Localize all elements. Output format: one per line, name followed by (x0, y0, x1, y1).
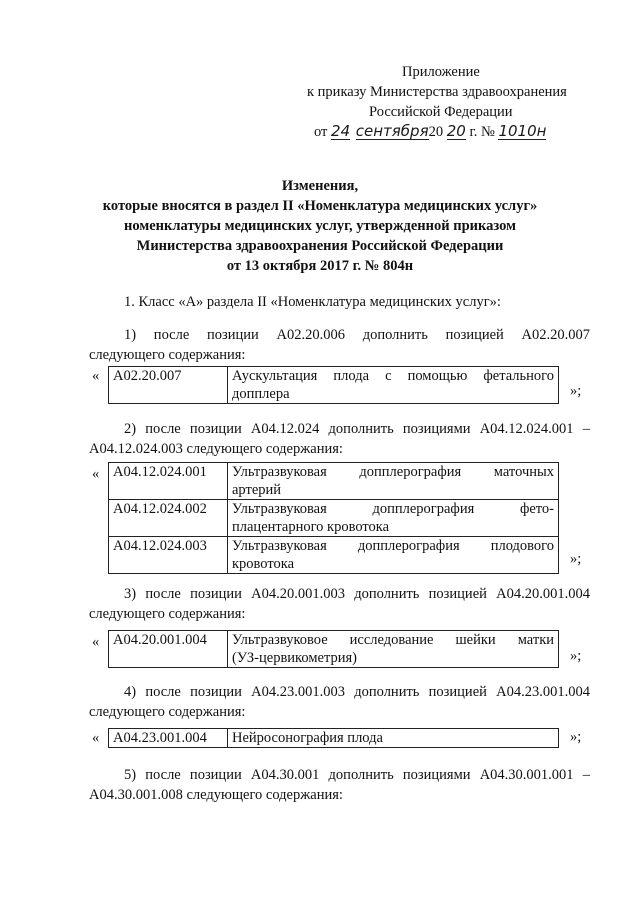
intro-paragraph: 1. Класс «А» раздела II «Номенклатура медицинских услуг»: (124, 294, 501, 310)
heading-line-3: номенклатуры медицинских услуг, утвержденной приказом (124, 218, 516, 234)
date-day: 24 (331, 122, 351, 140)
item-1-line-2: следующего содержания: (89, 347, 246, 363)
service-description-line: Ультразвуковая допплерография плодового (232, 538, 554, 554)
date-month: сентября (355, 122, 429, 140)
item-3-line-1: 3) после позиции А04.20.001.003 дополнить позицией А04.20.001.004 (124, 586, 590, 602)
appendix-date-line (314, 122, 546, 142)
item-4-close-quote: »; (570, 729, 582, 745)
service-code: А02.20.007 (109, 367, 228, 404)
service-code: А04.12.024.001 (109, 463, 228, 500)
service-code: А04.12.024.002 (109, 500, 228, 537)
table-row (109, 500, 559, 537)
service-description-line: Ультразвуковое исследование шейки матки (232, 632, 554, 648)
service-description-line: Ультразвуковая допплерография фето- (232, 501, 554, 517)
service-code: А04.12.024.003 (109, 537, 228, 574)
item-2-line-2: А04.12.024.003 следующего содержания: (89, 441, 343, 457)
service-code: А04.20.001.004 (109, 631, 228, 668)
order-number: 1010н (498, 122, 547, 140)
item-1-open-quote: « (92, 368, 100, 384)
service-description (228, 631, 559, 668)
service-description-line: Аускультация плода с помощью фетального (232, 368, 554, 384)
service-description-line: Ультразвуковая допплерография маточных (232, 464, 554, 480)
service-description (228, 367, 559, 404)
service-description-line: (УЗ-цервикометрия) (232, 650, 357, 666)
service-description (228, 500, 559, 537)
item-3-table (108, 630, 559, 668)
heading-line-5: от 13 октября 2017 г. № 804н (226, 258, 414, 274)
item-5-line-2: А04.30.001.008 следующего содержания: (89, 787, 343, 803)
item-1-line-1: 1) после позиции А02.20.006 дополнить позицией А02.20.007 (124, 327, 590, 343)
table-row (109, 367, 559, 404)
table-row (109, 631, 559, 668)
item-2-open-quote: « (92, 466, 100, 482)
appendix-country: Российской Федерации (369, 104, 513, 120)
item-4-table (108, 728, 559, 748)
heading-line-4: Министерства здравоохранения Российской Федерации (136, 238, 504, 254)
document-heading (0, 176, 640, 276)
item-4-line-2: следующего содержания: (89, 704, 246, 720)
service-description (228, 537, 559, 574)
item-4-line-1: 4) после позиции А04.23.001.003 дополнить позицией А04.23.001.004 (124, 684, 590, 700)
service-description (228, 463, 559, 500)
date-year-prefix: 20 (428, 124, 444, 140)
item-5-line-1: 5) после позиции А04.30.001 дополнить позициями А04.30.001.001 – (124, 767, 590, 783)
table-row (109, 729, 559, 748)
item-2-line-1: 2) после позиции А04.12.024 дополнить позициями А04.12.024.001 – (124, 421, 590, 437)
item-3-close-quote: »; (570, 648, 582, 664)
service-description-line: кровотока (232, 556, 295, 572)
item-3-line-2: следующего содержания: (89, 606, 246, 622)
item-4-open-quote: « (92, 730, 100, 746)
item-3-open-quote: « (92, 634, 100, 650)
item-2-close-quote: »; (570, 551, 582, 567)
appendix-title: Приложение (402, 64, 480, 80)
date-year: 20 (446, 122, 466, 140)
table-row (109, 537, 559, 574)
service-description-line: плацентарного кровотока (232, 519, 390, 535)
date-prefix: от (314, 124, 328, 140)
service-description-line: артерий (232, 482, 282, 498)
service-description-line: допплера (232, 386, 290, 402)
service-description: Нейросонография плода (228, 729, 559, 748)
item-1-close-quote: »; (570, 383, 582, 399)
table-row (109, 463, 559, 500)
heading-line-1: Изменения, (281, 178, 359, 194)
appendix-order-ref: к приказу Министерства здравоохранения (307, 84, 567, 100)
item-1-table (108, 366, 559, 404)
heading-line-2: которые вносятся в раздел II «Номенклатура медицинских услуг» (102, 198, 538, 214)
service-code: А04.23.001.004 (109, 729, 228, 748)
item-2-table (108, 462, 559, 574)
number-prefix: г. № (469, 124, 495, 140)
